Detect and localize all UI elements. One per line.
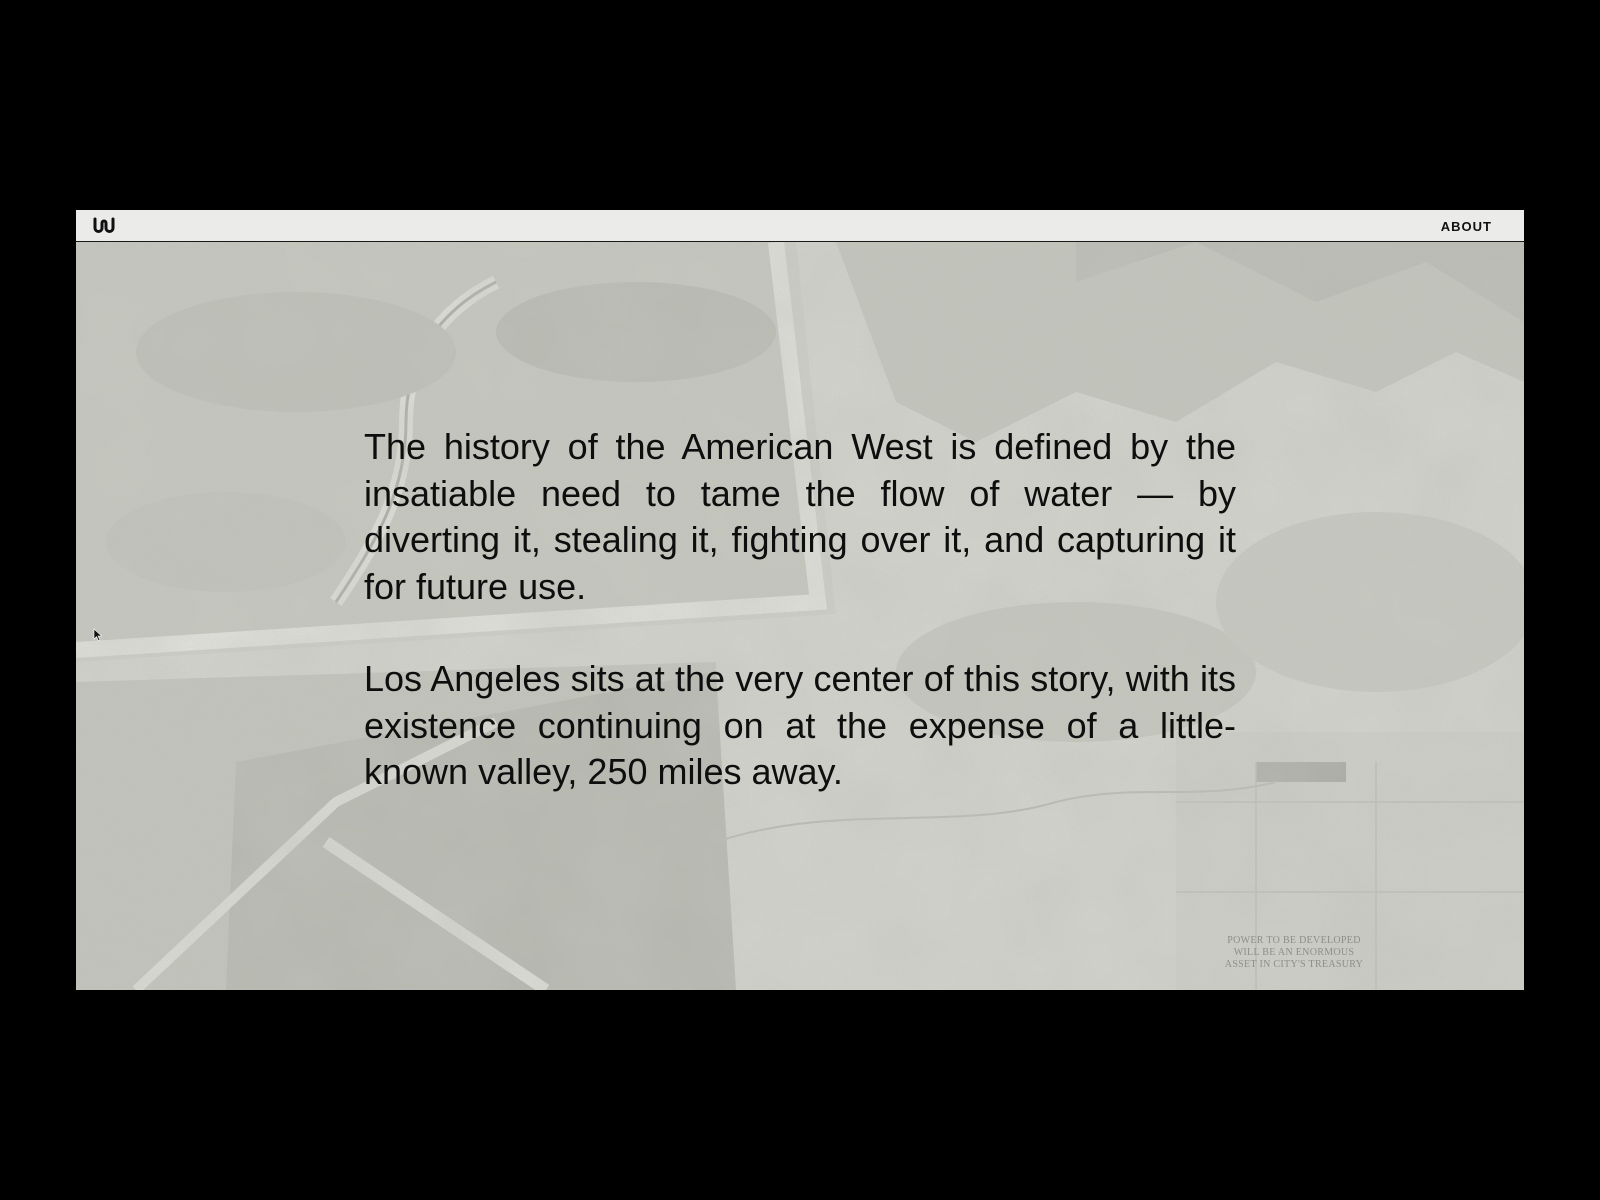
mouse-pointer-icon [93, 628, 103, 642]
intro-paragraph: Los Angeles sits at the very center of this story, with its existence continuing on at the expense of a little-known valley, 250 miles away. [364, 658, 1236, 792]
stamp-line: WILL BE AN ENORMOUS [1233, 947, 1355, 958]
stamp-line: POWER TO BE DEVELOPED [1227, 935, 1361, 946]
site-frame [76, 210, 1524, 990]
intro-text-block [364, 424, 1236, 796]
top-nav-bar [76, 210, 1524, 242]
stamp-line: ASSET IN CITY'S TREASURY [1224, 959, 1364, 970]
about-link[interactable]: ABOUT [1440, 219, 1492, 234]
intro-paragraph: The history of the American West is defined by the insatiable need to tame the flow of water — by diverting it, stealing it, fighting over it, and capturing it for future use. [364, 426, 1236, 607]
photo-caption-stamp [1224, 935, 1364, 971]
wave-logo-icon[interactable] [92, 216, 116, 235]
